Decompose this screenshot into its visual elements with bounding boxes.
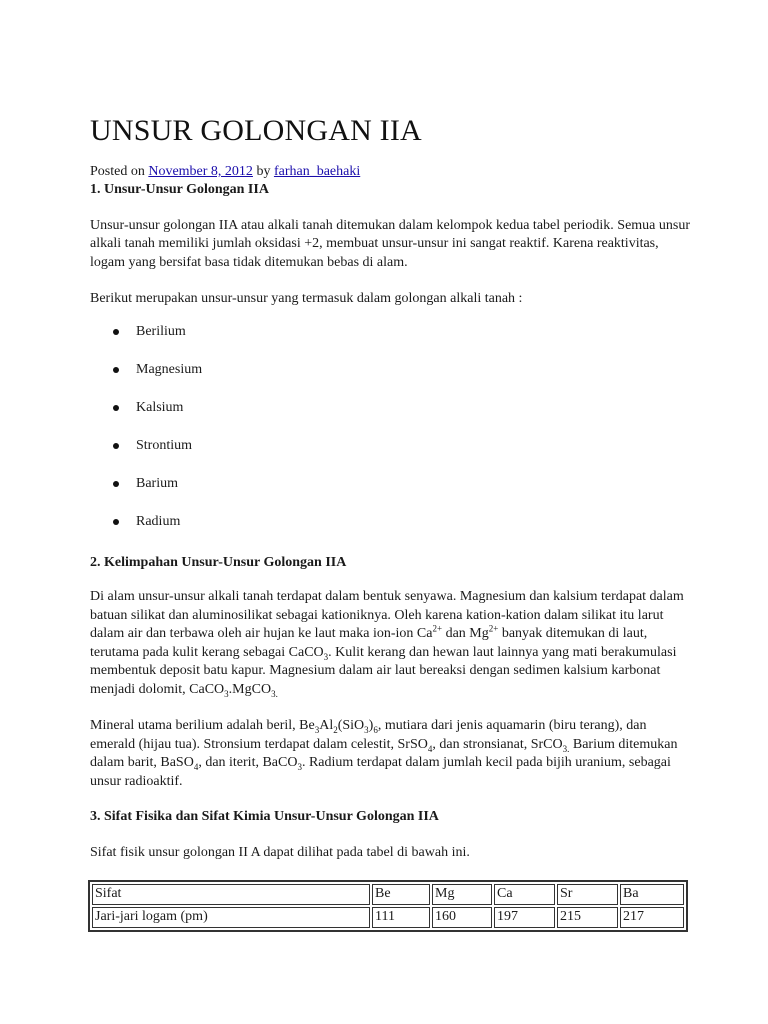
table-cell: Jari-jari logam (pm) (92, 907, 370, 928)
section-1-paragraph-1: Unsur-unsur golongan IIA atau alkali tanah ditemukan dalam kelompok kedua tabel periodik. Semua unsur alkali tanah memiliki jumlah oksidasi +2, membuat unsur-unsur ini sangat reaktif. Karena reaktivitas, logam yang bersifat basa tidak ditemukan bebas di alam. (90, 217, 691, 270)
properties-table (88, 880, 688, 932)
post-date-link[interactable]: November 8, 2012 (148, 164, 253, 179)
table-cell: 197 (494, 907, 555, 928)
table-cell: 215 (557, 907, 618, 928)
list-item: Radium (90, 513, 690, 551)
list-item: Magnesium (90, 361, 690, 399)
author-link[interactable]: farhan_baehaki (273, 164, 361, 179)
by-label: by (252, 164, 274, 179)
table-header-cell: Be (372, 884, 430, 905)
section-1-heading: 1. Unsur-Unsur Golongan IIA (90, 182, 269, 197)
table-cell: 217 (620, 907, 684, 928)
list-item: Berilium (90, 323, 690, 361)
table-cell: 160 (432, 907, 492, 928)
table-header-cell: Sifat (92, 884, 370, 905)
post-meta (90, 164, 360, 180)
list-item: Strontium (90, 437, 690, 475)
list-item: Barium (90, 475, 690, 513)
table-header-cell: Ba (620, 884, 684, 905)
post-content (90, 181, 690, 862)
table-header-cell: Sr (557, 884, 618, 905)
list-item: Kalsium (90, 399, 690, 437)
table-header-row (92, 884, 684, 905)
table-row (92, 907, 684, 928)
post-title: UNSUR GOLONGAN IIA (90, 114, 422, 147)
table-header-cell: Ca (494, 884, 555, 905)
section-3-paragraph: Sifat fisik unsur golongan II A dapat dilihat pada tabel di bawah ini. (90, 844, 470, 860)
section-3-heading: 3. Sifat Fisika dan Sifat Kimia Unsur-Unsur Golongan IIA (90, 809, 439, 825)
section-2-heading: 2. Kelimpahan Unsur-Unsur Golongan IIA (90, 554, 347, 570)
section-2-paragraph-1: Di alam unsur-unsur alkali tanah terdapat dalam bentuk senyawa. Magnesium dan kalsium terdapat dalam batuan silikat dan aluminosilikat sebagai kationiknya. Oleh karena kation-kation dalam silikat itu larut dalam air dan terbawa oleh air hujan ke laut maka ion-ion $Ca^{2+}$ dan $Mg^{2+}$ banyak ditemukan di laut, terutama pada kulit kerang sebagai CaCO$_3$. Kulit kerang dan hewan laut lainnya yang mati berakumulasi membentuk deposit batu kapur. Magnesium dalam air laut bereaksi dengan sedimen kalsium karbonat menjadi dolomit, CaCO$_3$.MgCO$_{3.}$ (90, 589, 684, 699)
section-2-paragraph-2: Mineral utama berilium adalah beril, $Be_3Al_2(SiO_3)_6$, mutiara dari jenis aquamarin (biru terang), dan emerald (hijau tua). Stronsium terdapat dalam celestit, SrSO$_4$, dan stronsianat, SrCO$_{3.}$ Barium ditemukan dalam barit, BaSO$_4$, dan iterit, BaCO$_3$. Radium terdapat dalam jumlah kecil pada bijih uranium, sebagai unsur radioaktif. (90, 718, 678, 789)
table-header-cell: Mg (432, 884, 492, 905)
element-list (90, 323, 690, 552)
table-cell: 111 (372, 907, 430, 928)
section-1-paragraph-2: Berikut merupakan unsur-unsur yang termasuk dalam golongan alkali tanah : (90, 291, 523, 306)
posted-on-label: Posted on (90, 164, 149, 179)
